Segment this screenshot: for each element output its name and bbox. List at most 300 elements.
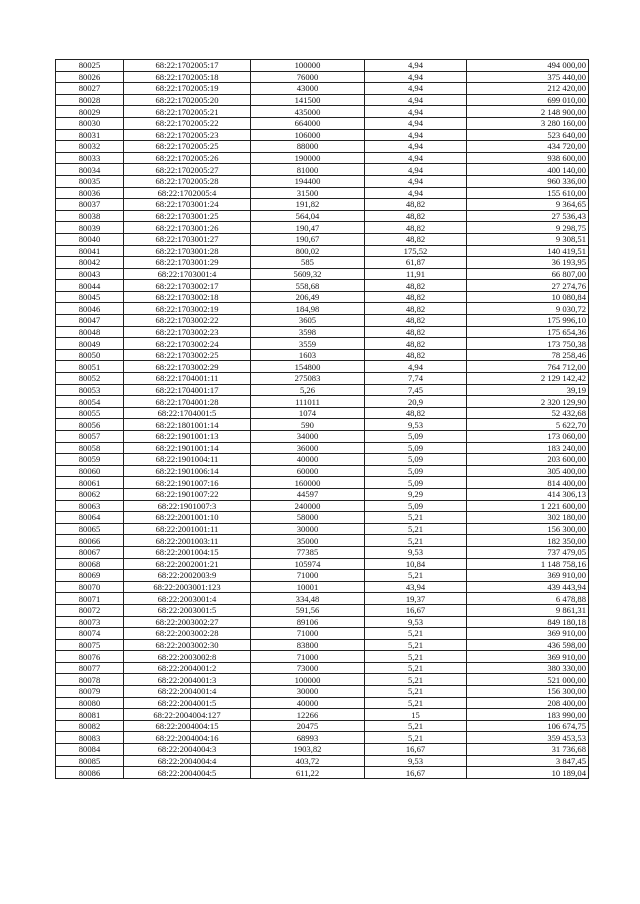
area-cell: 30000 — [251, 686, 365, 698]
value-cell: 3 847,45 — [467, 755, 589, 767]
area-cell: 36000 — [251, 442, 365, 454]
table-row — [56, 396, 589, 408]
area-cell: 664000 — [251, 117, 365, 129]
table-row — [56, 94, 589, 106]
value-cell: 938 600,00 — [467, 152, 589, 164]
area-cell: 435000 — [251, 106, 365, 118]
table-row — [56, 639, 589, 651]
table-row — [56, 210, 589, 222]
value-cell: 9 861,31 — [467, 604, 589, 616]
value-cell: 156 300,00 — [467, 523, 589, 535]
area-cell: 564,04 — [251, 210, 365, 222]
rate-cell: 4,94 — [365, 175, 467, 187]
value-cell: 66 807,00 — [467, 268, 589, 280]
value-cell: 52 432,68 — [467, 407, 589, 419]
cadastral-number-cell: 68:22:2004001:4 — [124, 686, 251, 698]
area-cell: 81000 — [251, 164, 365, 176]
value-cell: 1 148 758,16 — [467, 558, 589, 570]
value-cell: 523 640,00 — [467, 129, 589, 141]
value-cell: 494 000,00 — [467, 60, 589, 72]
area-cell: 40000 — [251, 454, 365, 466]
cadastral-number-cell: 68:22:2004004:4 — [124, 755, 251, 767]
area-cell: 3605 — [251, 315, 365, 327]
rate-cell: 20,9 — [365, 396, 467, 408]
record-number-cell: 80038 — [56, 210, 124, 222]
value-cell: 3 280 160,00 — [467, 117, 589, 129]
record-number-cell: 80051 — [56, 361, 124, 373]
cadastral-number-cell: 68:22:1704001:5 — [124, 407, 251, 419]
rate-cell: 4,94 — [365, 361, 467, 373]
rate-cell: 5,21 — [365, 720, 467, 732]
rate-cell: 4,94 — [365, 129, 467, 141]
record-number-cell: 80065 — [56, 523, 124, 535]
cadastral-number-cell: 68:22:1801001:14 — [124, 419, 251, 431]
table-row — [56, 71, 589, 83]
area-cell: 190,47 — [251, 222, 365, 234]
cadastral-number-cell: 68:22:1703001:24 — [124, 199, 251, 211]
cadastral-number-cell: 68:22:1703001:4 — [124, 268, 251, 280]
cadastral-number-cell: 68:22:2004004:16 — [124, 732, 251, 744]
area-cell: 591,56 — [251, 604, 365, 616]
record-number-cell: 80044 — [56, 280, 124, 292]
record-number-cell: 80032 — [56, 141, 124, 153]
record-number-cell: 80066 — [56, 535, 124, 547]
cadastral-number-cell: 68:22:1703001:27 — [124, 233, 251, 245]
cadastral-number-cell: 68:22:1702005:20 — [124, 94, 251, 106]
value-cell: 9 298,75 — [467, 222, 589, 234]
area-cell: 105974 — [251, 558, 365, 570]
value-cell: 699 010,00 — [467, 94, 589, 106]
record-number-cell: 80047 — [56, 315, 124, 327]
rate-cell: 7,45 — [365, 384, 467, 396]
area-cell: 334,48 — [251, 593, 365, 605]
rate-cell: 5,21 — [365, 535, 467, 547]
value-cell: 31 736,68 — [467, 744, 589, 756]
area-cell: 3598 — [251, 326, 365, 338]
record-number-cell: 80067 — [56, 546, 124, 558]
table-body — [56, 60, 589, 779]
table-row — [56, 222, 589, 234]
table-row — [56, 465, 589, 477]
value-cell: 27 274,76 — [467, 280, 589, 292]
cadastral-number-cell: 68:22:2004004:127 — [124, 709, 251, 721]
cadastral-number-cell: 68:22:1702005:26 — [124, 152, 251, 164]
value-cell: 9 030,72 — [467, 303, 589, 315]
area-cell: 31500 — [251, 187, 365, 199]
table-row — [56, 349, 589, 361]
value-cell: 183 990,00 — [467, 709, 589, 721]
table-row — [56, 280, 589, 292]
rate-cell: 48,82 — [365, 303, 467, 315]
table-row — [56, 488, 589, 500]
value-cell: 10 189,04 — [467, 767, 589, 779]
cadastral-number-cell: 68:22:1901007:16 — [124, 477, 251, 489]
cadastral-number-cell: 68:22:2003001:123 — [124, 581, 251, 593]
value-cell: 39,19 — [467, 384, 589, 396]
value-cell: 27 536,43 — [467, 210, 589, 222]
record-number-cell: 80030 — [56, 117, 124, 129]
area-cell: 558,68 — [251, 280, 365, 292]
area-cell: 60000 — [251, 465, 365, 477]
cadastral-number-cell: 68:22:1901001:13 — [124, 431, 251, 443]
area-cell: 34000 — [251, 431, 365, 443]
record-number-cell: 80063 — [56, 500, 124, 512]
rate-cell: 11,91 — [365, 268, 467, 280]
cadastral-number-cell: 68:22:1702005:4 — [124, 187, 251, 199]
record-number-cell: 80057 — [56, 431, 124, 443]
value-cell: 849 180,18 — [467, 616, 589, 628]
cadastral-number-cell: 68:22:1704001:11 — [124, 373, 251, 385]
record-number-cell: 80028 — [56, 94, 124, 106]
table-row — [56, 767, 589, 779]
cadastral-number-cell: 68:22:2003002:30 — [124, 639, 251, 651]
table-row — [56, 431, 589, 443]
value-cell: 434 720,00 — [467, 141, 589, 153]
table-row — [56, 303, 589, 315]
table-row — [56, 512, 589, 524]
area-cell: 5609,32 — [251, 268, 365, 280]
area-cell: 240000 — [251, 500, 365, 512]
record-number-cell: 80058 — [56, 442, 124, 454]
table-row — [56, 500, 589, 512]
area-cell: 58000 — [251, 512, 365, 524]
record-number-cell: 80081 — [56, 709, 124, 721]
rate-cell: 5,09 — [365, 454, 467, 466]
area-cell: 194400 — [251, 175, 365, 187]
rate-cell: 43,94 — [365, 581, 467, 593]
table-row — [56, 164, 589, 176]
record-number-cell: 80062 — [56, 488, 124, 500]
record-number-cell: 80039 — [56, 222, 124, 234]
cadastral-number-cell: 68:22:1702005:21 — [124, 106, 251, 118]
table-row — [56, 384, 589, 396]
rate-cell: 9,53 — [365, 755, 467, 767]
cadastral-number-cell: 68:22:2002003:9 — [124, 570, 251, 582]
area-cell: 800,02 — [251, 245, 365, 257]
cadastral-number-cell: 68:22:1901007:22 — [124, 488, 251, 500]
value-cell: 183 240,00 — [467, 442, 589, 454]
record-number-cell: 80053 — [56, 384, 124, 396]
area-cell: 12266 — [251, 709, 365, 721]
record-number-cell: 80052 — [56, 373, 124, 385]
record-number-cell: 80048 — [56, 326, 124, 338]
record-number-cell: 80025 — [56, 60, 124, 72]
cadastral-number-cell: 68:22:1704001:28 — [124, 396, 251, 408]
area-cell: 89106 — [251, 616, 365, 628]
value-cell: 36 193,95 — [467, 257, 589, 269]
value-cell: 106 674,75 — [467, 720, 589, 732]
area-cell: 68993 — [251, 732, 365, 744]
cadastral-number-cell: 68:22:1702005:28 — [124, 175, 251, 187]
cadastral-number-cell: 68:22:2004001:2 — [124, 662, 251, 674]
value-cell: 305 400,00 — [467, 465, 589, 477]
record-number-cell: 80060 — [56, 465, 124, 477]
table-row — [56, 686, 589, 698]
cadastral-number-cell: 68:22:1703002:18 — [124, 291, 251, 303]
area-cell: 5,26 — [251, 384, 365, 396]
table-row — [56, 755, 589, 767]
value-cell: 1 221 600,00 — [467, 500, 589, 512]
value-cell: 173 060,00 — [467, 431, 589, 443]
value-cell: 203 600,00 — [467, 454, 589, 466]
value-cell: 400 140,00 — [467, 164, 589, 176]
cadastral-number-cell: 68:22:1702005:27 — [124, 164, 251, 176]
cadastral-number-cell: 68:22:1901001:14 — [124, 442, 251, 454]
table-row — [56, 535, 589, 547]
record-number-cell: 80080 — [56, 697, 124, 709]
record-number-cell: 80059 — [56, 454, 124, 466]
record-number-cell: 80037 — [56, 199, 124, 211]
cadastral-number-cell: 68:22:1703002:22 — [124, 315, 251, 327]
cadastral-number-cell: 68:22:1901007:3 — [124, 500, 251, 512]
rate-cell: 48,82 — [365, 199, 467, 211]
value-cell: 182 350,00 — [467, 535, 589, 547]
table-row — [56, 674, 589, 686]
rate-cell: 4,94 — [365, 83, 467, 95]
value-cell: 10 080,84 — [467, 291, 589, 303]
rate-cell: 16,67 — [365, 767, 467, 779]
cadastral-number-cell: 68:22:1702005:19 — [124, 83, 251, 95]
record-number-cell: 80026 — [56, 71, 124, 83]
area-cell: 190,67 — [251, 233, 365, 245]
rate-cell: 9,53 — [365, 419, 467, 431]
value-cell: 814 400,00 — [467, 477, 589, 489]
record-number-cell: 80072 — [56, 604, 124, 616]
record-number-cell: 80050 — [56, 349, 124, 361]
rate-cell: 15 — [365, 709, 467, 721]
cadastral-number-cell: 68:22:1901004:11 — [124, 454, 251, 466]
rate-cell: 5,09 — [365, 431, 467, 443]
table-row — [56, 651, 589, 663]
table-row — [56, 523, 589, 535]
area-cell: 71000 — [251, 651, 365, 663]
rate-cell: 4,94 — [365, 152, 467, 164]
area-cell: 590 — [251, 419, 365, 431]
record-number-cell: 80049 — [56, 338, 124, 350]
record-number-cell: 80034 — [56, 164, 124, 176]
table-row — [56, 117, 589, 129]
area-cell: 100000 — [251, 60, 365, 72]
rate-cell: 175,52 — [365, 245, 467, 257]
cadastral-number-cell: 68:22:1703001:29 — [124, 257, 251, 269]
rate-cell: 5,21 — [365, 523, 467, 535]
table-row — [56, 83, 589, 95]
rate-cell: 48,82 — [365, 291, 467, 303]
cadastral-number-cell: 68:22:2003001:5 — [124, 604, 251, 616]
cadastral-number-cell: 68:22:2004001:5 — [124, 697, 251, 709]
rate-cell: 5,21 — [365, 662, 467, 674]
rate-cell: 19,37 — [365, 593, 467, 605]
cadastral-number-cell: 68:22:2003002:8 — [124, 651, 251, 663]
table-row — [56, 187, 589, 199]
cadastral-number-cell: 68:22:1703002:25 — [124, 349, 251, 361]
record-number-cell: 80076 — [56, 651, 124, 663]
record-number-cell: 80036 — [56, 187, 124, 199]
record-number-cell: 80056 — [56, 419, 124, 431]
cadastral-number-cell: 68:22:2004004:5 — [124, 767, 251, 779]
value-cell: 2 148 900,00 — [467, 106, 589, 118]
rate-cell: 4,94 — [365, 94, 467, 106]
table-row — [56, 326, 589, 338]
cadastral-value-table — [55, 59, 589, 779]
rate-cell: 48,82 — [365, 210, 467, 222]
cadastral-number-cell: 68:22:1703002:19 — [124, 303, 251, 315]
value-cell: 375 440,00 — [467, 71, 589, 83]
value-cell: 208 400,00 — [467, 697, 589, 709]
value-cell: 5 622,70 — [467, 419, 589, 431]
record-number-cell: 80064 — [56, 512, 124, 524]
table-row — [56, 268, 589, 280]
record-number-cell: 80029 — [56, 106, 124, 118]
value-cell: 9 364,65 — [467, 199, 589, 211]
cadastral-number-cell: 68:22:1703002:23 — [124, 326, 251, 338]
table-row — [56, 744, 589, 756]
rate-cell: 9,29 — [365, 488, 467, 500]
cadastral-number-cell: 68:22:2004004:15 — [124, 720, 251, 732]
table-row — [56, 558, 589, 570]
table-row — [56, 233, 589, 245]
rate-cell: 5,21 — [365, 628, 467, 640]
rate-cell: 48,82 — [365, 326, 467, 338]
area-cell: 76000 — [251, 71, 365, 83]
value-cell: 380 330,00 — [467, 662, 589, 674]
table-row — [56, 454, 589, 466]
rate-cell: 16,67 — [365, 604, 467, 616]
table-row — [56, 570, 589, 582]
table-row — [56, 106, 589, 118]
area-cell: 1074 — [251, 407, 365, 419]
area-cell: 3559 — [251, 338, 365, 350]
area-cell: 585 — [251, 257, 365, 269]
table-row — [56, 709, 589, 721]
area-cell: 275083 — [251, 373, 365, 385]
rate-cell: 5,09 — [365, 477, 467, 489]
cadastral-number-cell: 68:22:1702005:17 — [124, 60, 251, 72]
rate-cell: 4,94 — [365, 141, 467, 153]
table-row — [56, 442, 589, 454]
value-cell: 156 300,00 — [467, 686, 589, 698]
area-cell: 83800 — [251, 639, 365, 651]
area-cell: 20475 — [251, 720, 365, 732]
cadastral-number-cell: 68:22:2001004:15 — [124, 546, 251, 558]
table-row — [56, 199, 589, 211]
area-cell: 100000 — [251, 674, 365, 686]
table-row — [56, 152, 589, 164]
rate-cell: 9,53 — [365, 546, 467, 558]
area-cell: 1903,82 — [251, 744, 365, 756]
rate-cell: 4,94 — [365, 71, 467, 83]
record-number-cell: 80070 — [56, 581, 124, 593]
area-cell: 154800 — [251, 361, 365, 373]
record-number-cell: 80086 — [56, 767, 124, 779]
table-row — [56, 60, 589, 72]
table-row — [56, 291, 589, 303]
record-number-cell: 80027 — [56, 83, 124, 95]
cadastral-number-cell: 68:22:2004001:3 — [124, 674, 251, 686]
record-number-cell: 80073 — [56, 616, 124, 628]
record-number-cell: 80071 — [56, 593, 124, 605]
area-cell: 184,98 — [251, 303, 365, 315]
table-row — [56, 628, 589, 640]
table-row — [56, 604, 589, 616]
table-row — [56, 361, 589, 373]
table-row — [56, 616, 589, 628]
cadastral-number-cell: 68:22:2003002:27 — [124, 616, 251, 628]
area-cell: 77385 — [251, 546, 365, 558]
cadastral-number-cell: 68:22:1702005:18 — [124, 71, 251, 83]
record-number-cell: 80041 — [56, 245, 124, 257]
record-number-cell: 80045 — [56, 291, 124, 303]
rate-cell: 5,21 — [365, 512, 467, 524]
area-cell: 43000 — [251, 83, 365, 95]
record-number-cell: 80079 — [56, 686, 124, 698]
rate-cell: 48,82 — [365, 407, 467, 419]
table-row — [56, 419, 589, 431]
rate-cell: 48,82 — [365, 315, 467, 327]
area-cell: 10001 — [251, 581, 365, 593]
area-cell: 190000 — [251, 152, 365, 164]
rate-cell: 48,82 — [365, 222, 467, 234]
table-row — [56, 720, 589, 732]
cadastral-number-cell: 68:22:1703002:17 — [124, 280, 251, 292]
record-number-cell: 80061 — [56, 477, 124, 489]
cadastral-number-cell: 68:22:2001001:11 — [124, 523, 251, 535]
cadastral-number-cell: 68:22:1703001:28 — [124, 245, 251, 257]
record-number-cell: 80083 — [56, 732, 124, 744]
record-number-cell: 80068 — [56, 558, 124, 570]
record-number-cell: 80035 — [56, 175, 124, 187]
cadastral-number-cell: 68:22:1703002:24 — [124, 338, 251, 350]
rate-cell: 4,94 — [365, 60, 467, 72]
rate-cell: 5,21 — [365, 732, 467, 744]
record-number-cell: 80042 — [56, 257, 124, 269]
record-number-cell: 80031 — [56, 129, 124, 141]
area-cell: 88000 — [251, 141, 365, 153]
cadastral-number-cell: 68:22:1901006:14 — [124, 465, 251, 477]
value-cell: 369 910,00 — [467, 570, 589, 582]
area-cell: 106000 — [251, 129, 365, 141]
rate-cell: 4,94 — [365, 164, 467, 176]
value-cell: 6 478,88 — [467, 593, 589, 605]
area-cell: 71000 — [251, 628, 365, 640]
value-cell: 9 308,51 — [467, 233, 589, 245]
cadastral-number-cell: 68:22:2001001:10 — [124, 512, 251, 524]
rate-cell: 61,87 — [365, 257, 467, 269]
record-number-cell: 80043 — [56, 268, 124, 280]
area-cell: 611,22 — [251, 767, 365, 779]
rate-cell: 4,94 — [365, 106, 467, 118]
rate-cell: 5,21 — [365, 651, 467, 663]
area-cell: 44597 — [251, 488, 365, 500]
value-cell: 175 996,10 — [467, 315, 589, 327]
rate-cell: 5,09 — [365, 465, 467, 477]
value-cell: 439 443,94 — [467, 581, 589, 593]
area-cell: 160000 — [251, 477, 365, 489]
table-row — [56, 407, 589, 419]
value-cell: 78 258,46 — [467, 349, 589, 361]
table-row — [56, 581, 589, 593]
record-number-cell: 80085 — [56, 755, 124, 767]
value-cell: 414 306,13 — [467, 488, 589, 500]
value-cell: 175 654,36 — [467, 326, 589, 338]
cadastral-number-cell: 68:22:1703002:29 — [124, 361, 251, 373]
value-cell: 436 598,00 — [467, 639, 589, 651]
table-row — [56, 129, 589, 141]
value-cell: 212 420,00 — [467, 83, 589, 95]
value-cell: 960 336,00 — [467, 175, 589, 187]
record-number-cell: 80046 — [56, 303, 124, 315]
table-row — [56, 373, 589, 385]
